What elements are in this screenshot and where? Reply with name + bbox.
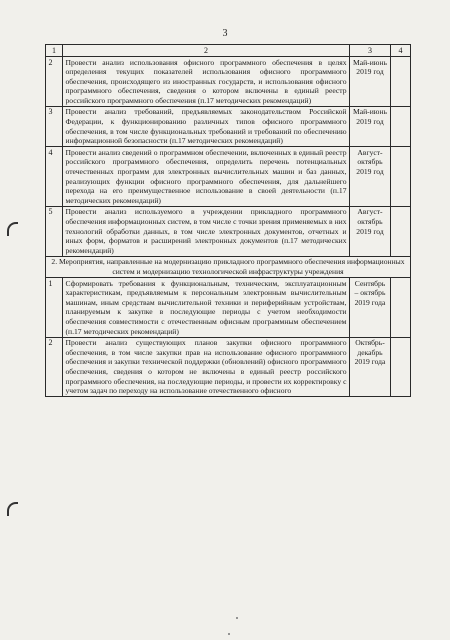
row-number: 2 <box>46 57 63 107</box>
page-number: 3 <box>222 28 228 39</box>
row-number: 3 <box>46 106 63 146</box>
table-row <box>46 147 411 207</box>
row-notes <box>391 206 411 256</box>
binder-hole-mark <box>7 502 18 516</box>
row-deadline: Сентябрь – октябрь 2019 года <box>350 278 391 338</box>
row-task-text: Провести анализ сведений о программном обеспечении, включенных в единый реестр российского программного обеспечения, определить перечень потенциальных отечественных программ для электронных вычислительных машин и баз данных, реализующих функции офисного программного обеспечения, для дальнейшего перехода на его преимущественное использование в своей деятельности (п.17 методических рекомендаций) <box>63 147 350 207</box>
table-row <box>46 337 411 397</box>
scan-speck <box>236 617 238 619</box>
header-cell-1: 1 <box>46 45 63 57</box>
row-notes <box>391 147 411 207</box>
row-deadline: Май-июнь 2019 год <box>350 57 391 107</box>
row-deadline: Октябрь-декабрь 2019 года <box>350 337 391 397</box>
scan-speck <box>228 633 230 635</box>
row-number: 1 <box>46 278 63 338</box>
row-task-text: Провести анализ использования офисного программного обеспечения в целях определения текущих показателей использования офисного программного обеспечения, происходящего из иностранных государств, и использования офисного программного обеспечения, сведения о котором включены в единый реестр российского программного обеспечения (п.17 методических рекомендаций) <box>63 57 350 107</box>
header-cell-3: 3 <box>350 45 391 57</box>
row-notes <box>391 337 411 397</box>
row-notes <box>391 106 411 146</box>
table-row <box>46 57 411 107</box>
row-notes <box>391 278 411 338</box>
row-task-text: Сформировать требования к функциональным, техническим, эксплуатационным характеристикам, предъявляемым к персональным электронным вычислительным машинам, иным средствам вычислительной техники и периферийным устройствам, планируемым к закупке в последующие периоды с учетом необходимости обеспечения совместимости с отечественным офисным программным обеспечением (п.17 методических рекомендаций) <box>63 278 350 338</box>
row-deadline: Август-октябрь 2019 год <box>350 206 391 256</box>
row-number: 5 <box>46 206 63 256</box>
row-deadline: Август-октябрь 2019 год <box>350 147 391 207</box>
row-number: 2 <box>46 337 63 397</box>
row-task-text: Провести анализ существующих планов закупки офисного программного обеспечения, в том числе закупки прав на использование офисного программного обеспечения и закупки технической поддержки (обновлений) офисного программного обеспечения, сведения о котором не включены в единый реестр российского программного обеспечения, на последующие периоды, и провести их корректировку с учетом задач по переходу на использование отечественного офисного <box>63 337 350 397</box>
plan-table <box>45 44 411 397</box>
table-row <box>46 278 411 338</box>
row-task-text: Провести анализ требований, предъявляемых законодательством Российской Федерации, к функционированию различных типов офисного программного обеспечения, в том числе функциональных требований и требований по обеспечению информационной безопасности (п.17 методических рекомендаций) <box>63 106 350 146</box>
table-header-row <box>46 45 411 57</box>
row-task-text: Провести анализ используемого в учреждении прикладного программного обеспечения информационных систем, в том числе с точки зрения применяемых в них технологий обработки данных, в том числе электронных документов, отчетных и иных форм, форматов и расширений электронных документов (п.17 методических рекомендаций) <box>63 206 350 256</box>
section-heading-row <box>46 256 411 277</box>
row-deadline: Май-июнь 2019 год <box>350 106 391 146</box>
header-cell-2: 2 <box>63 45 350 57</box>
section-heading: 2. Мероприятия, направленные на модернизацию прикладного программного обеспечения информационных систем и модернизацию технологической инфраструктуры учреждения <box>46 256 411 277</box>
header-cell-4: 4 <box>391 45 411 57</box>
row-notes <box>391 57 411 107</box>
table-row <box>46 206 411 256</box>
table-row <box>46 106 411 146</box>
row-number: 4 <box>46 147 63 207</box>
binder-hole-mark <box>7 222 18 236</box>
